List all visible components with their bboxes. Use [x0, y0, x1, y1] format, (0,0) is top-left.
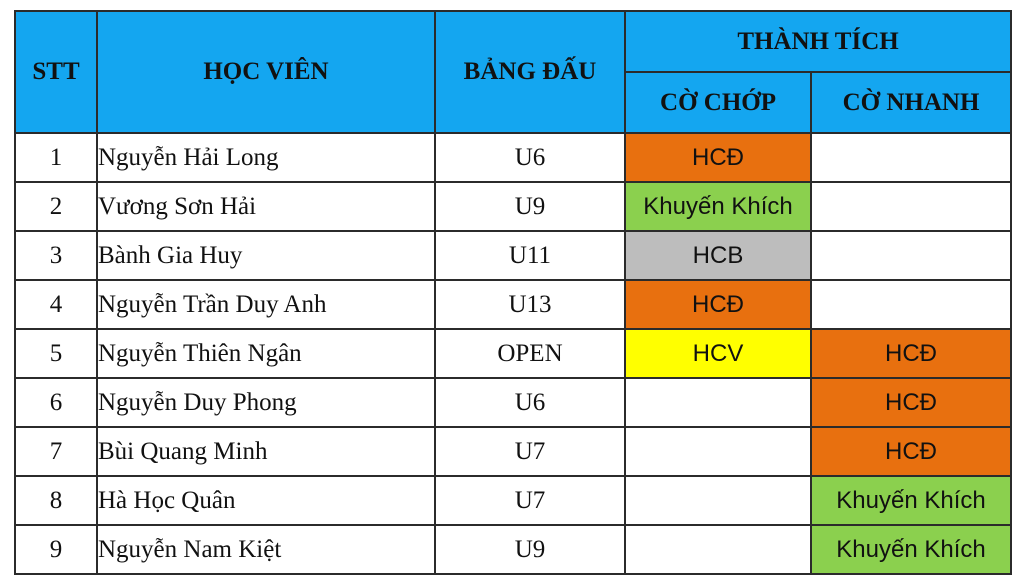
row-division: U7 — [435, 476, 625, 525]
row-division: U6 — [435, 133, 625, 182]
header-co-chop: CỜ CHỚP — [625, 72, 811, 133]
row-student-name: Nguyễn Trần Duy Anh — [97, 280, 435, 329]
header-bang-dau: BẢNG ĐẤU — [435, 11, 625, 133]
table-row — [15, 525, 1011, 574]
row-blitz-award: HCĐ — [625, 280, 811, 329]
row-blitz-award: HCV — [625, 329, 811, 378]
row-division: U11 — [435, 231, 625, 280]
row-division: U9 — [435, 525, 625, 574]
results-table — [14, 10, 1012, 575]
table-row — [15, 280, 1011, 329]
table-row — [15, 378, 1011, 427]
row-blitz-award — [625, 476, 811, 525]
row-rapid-award: HCĐ — [811, 427, 1011, 476]
row-rapid-award — [811, 280, 1011, 329]
row-stt: 4 — [15, 280, 97, 329]
header-stt: STT — [15, 11, 97, 133]
row-rapid-award — [811, 231, 1011, 280]
row-stt: 1 — [15, 133, 97, 182]
row-rapid-award — [811, 133, 1011, 182]
row-rapid-award — [811, 182, 1011, 231]
row-stt: 7 — [15, 427, 97, 476]
row-student-name: Bùi Quang Minh — [97, 427, 435, 476]
row-blitz-award — [625, 378, 811, 427]
header-hoc-vien: HỌC VIÊN — [97, 11, 435, 133]
table-row — [15, 133, 1011, 182]
table-body — [15, 133, 1011, 574]
row-student-name: Bành Gia Huy — [97, 231, 435, 280]
row-stt: 9 — [15, 525, 97, 574]
row-student-name: Nguyễn Hải Long — [97, 133, 435, 182]
row-rapid-award: Khuyến Khích — [811, 476, 1011, 525]
header-co-nhanh: CỜ NHANH — [811, 72, 1011, 133]
table-row — [15, 476, 1011, 525]
row-student-name: Vương Sơn Hải — [97, 182, 435, 231]
row-student-name: Hà Học Quân — [97, 476, 435, 525]
row-division: U9 — [435, 182, 625, 231]
row-student-name: Nguyễn Duy Phong — [97, 378, 435, 427]
row-blitz-award: HCB — [625, 231, 811, 280]
row-division: U7 — [435, 427, 625, 476]
header-thanh-tich: THÀNH TÍCH — [625, 11, 1011, 72]
row-student-name: Nguyễn Nam Kiệt — [97, 525, 435, 574]
row-rapid-award: HCĐ — [811, 329, 1011, 378]
row-rapid-award: Khuyến Khích — [811, 525, 1011, 574]
row-division: U6 — [435, 378, 625, 427]
row-rapid-award: HCĐ — [811, 378, 1011, 427]
row-stt: 5 — [15, 329, 97, 378]
row-stt: 8 — [15, 476, 97, 525]
table-row — [15, 231, 1011, 280]
table-row — [15, 427, 1011, 476]
row-blitz-award — [625, 525, 811, 574]
row-division: U13 — [435, 280, 625, 329]
table-row — [15, 329, 1011, 378]
row-division: OPEN — [435, 329, 625, 378]
row-blitz-award — [625, 427, 811, 476]
row-stt: 2 — [15, 182, 97, 231]
row-stt: 3 — [15, 231, 97, 280]
row-stt: 6 — [15, 378, 97, 427]
row-student-name: Nguyễn Thiên Ngân — [97, 329, 435, 378]
row-blitz-award: HCĐ — [625, 133, 811, 182]
table-row — [15, 182, 1011, 231]
row-blitz-award: Khuyến Khích — [625, 182, 811, 231]
